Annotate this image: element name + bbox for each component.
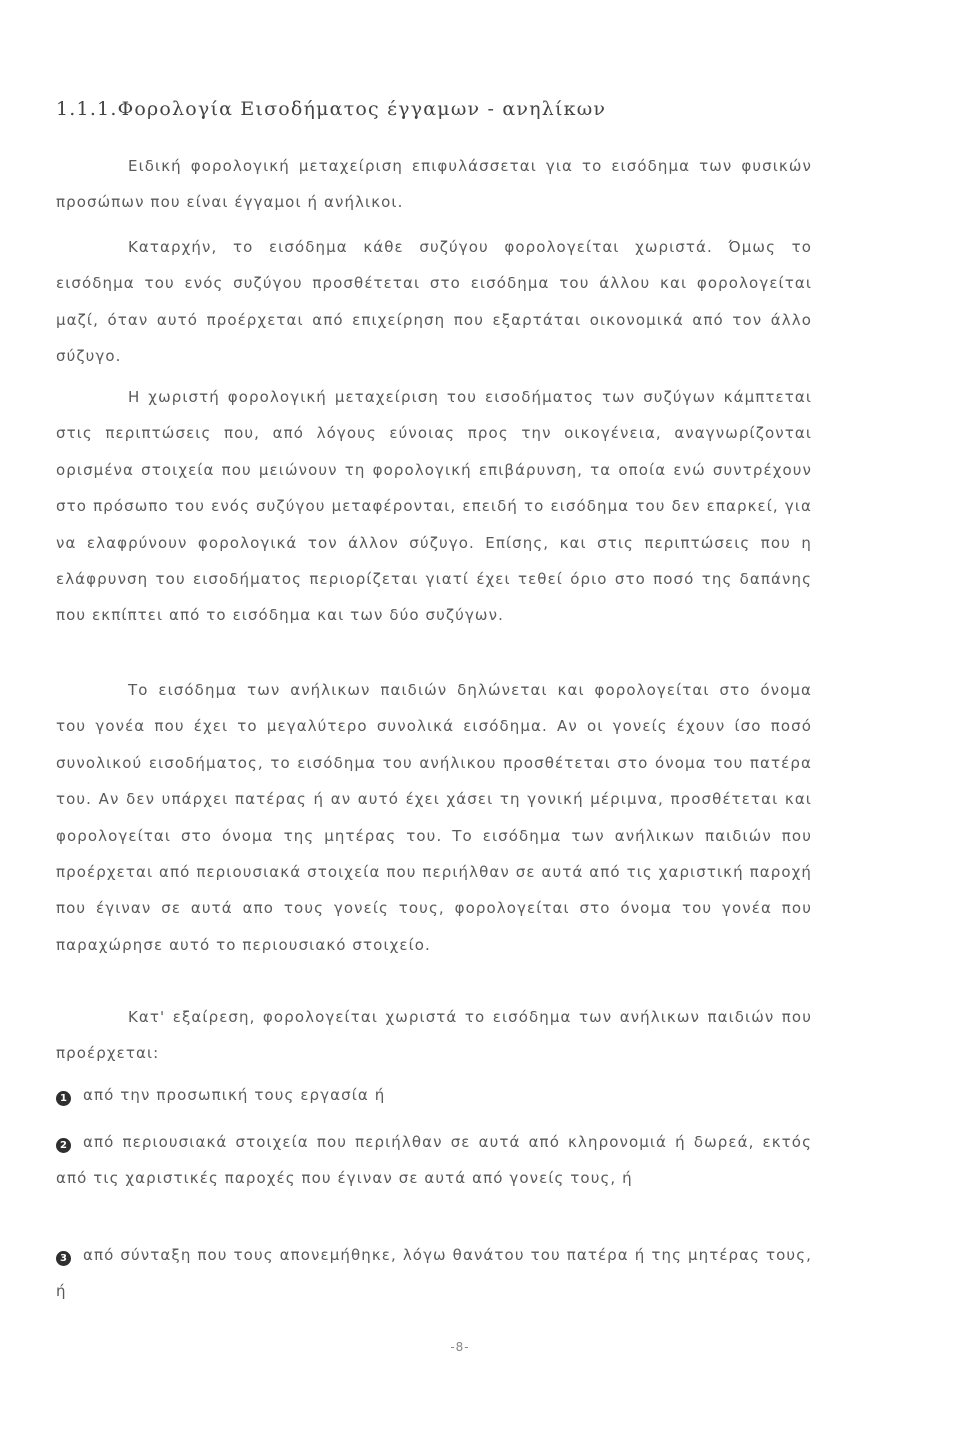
paragraph-spouse-income: Καταρχήν, το εισόδημα κάθε συζύγου φορολογείται χωριστά. Όμως το εισόδημα του ενός συζύγου προσθέτεται στο εισόδημα του άλλου και φορολογείται μαζί, όταν αυτό προέρχεται από επιχείρηση που εξαρτάται οικονομικά από τον άλλο σύζυγο. (56, 238, 812, 366)
page-number: -8- (450, 1340, 470, 1354)
numbered-bullet-icon: 1 (56, 1091, 71, 1106)
list-item (56, 1077, 812, 1113)
section-heading: 1.1.1.Φορολογία Εισοδήματος έγγαμων - ανηλίκων (56, 98, 607, 120)
numbered-bullet-icon: 3 (56, 1251, 71, 1266)
paragraph-exception: Κατ' εξαίρεση, φορολογείται χωριστά το εισόδημα των ανήλικων παιδιών που προέρχεται: (56, 1008, 812, 1063)
numbered-bullet-icon: 2 (56, 1138, 71, 1153)
list-item (56, 1124, 812, 1197)
paragraph-separate-taxation: Η χωριστή φορολογική μεταχείριση του εισοδήματος των συζύγων κάμπτεται στις περιπτώσεις που, από λόγους εύνοιας προς την οικογένεια, αναγνωρίζονται ορισμένα στοιχεία που μειώνουν τη φορολογική επιβάρυνση, τα οποία ενώ συντρέχουν στο πρόσωπο του ενός συζύγου μεταφέρονται, επειδή το εισόδημα του δεν επαρκεί, για να ελαφρύνουν φορολογικά τον άλλον σύζυγο. Επίσης, και στις περιπτώσεις που η ελάφρυνση του εισοδήματος περιορίζεται γιατί έχει τεθεί όριο στο ποσό της δαπάνης που εκπίπτει από το εισόδημα και των δύο συζύγων. (56, 388, 812, 625)
list-item-text: από περιουσιακά στοιχεία που περιήλθαν σε αυτά από κληρονομιά ή δωρεά, εκτός από τις χαριστικές παροχές που έγιναν σε αυτά από γονείς τους, ή (56, 1133, 812, 1188)
paragraph-minor-income: Το εισόδημα των ανήλικων παιδιών δηλώνεται και φορολογείται στο όνομα του γονέα που έχει το μεγαλύτερο συνολικά εισόδημα. Αν οι γονείς έχουν ίσο ποσό συνολικού εισοδήματος, το εισόδημα του ανήλικου προσθέτεται στο όνομα του πατέρα του. Αν δεν υπάρχει πατέρας ή αν αυτό έχει χάσει τη γονική μέριμνα, προσθέτεται και φορολογείται στο όνομα της μητέρας του. Το εισόδημα των ανήλικων παιδιών που προέρχεται από περιουσιακά στοιχεία που περιήλθαν σε αυτά από τις χαριστική παροχή που έγιναν σε αυτά απο τους γονείς τους, φορολογείται στο όνομα του γονέα που παραχώρησε αυτό το περιουσιακό στοιχείο. (56, 681, 812, 954)
list-item-text: από σύνταξη που τους απονεμήθηκε, λόγω θανάτου του πατέρα ή της μητέρας τους, ή (56, 1246, 812, 1301)
list-item (56, 1237, 812, 1310)
paragraph-intro: Ειδική φορολογική μεταχείριση επιφυλάσσεται για το εισόδημα των φυσικών προσώπων που είναι έγγαμοι ή ανήλικοι. (56, 157, 812, 212)
list-item-text: από την προσωπική τους εργασία ή (83, 1086, 386, 1104)
